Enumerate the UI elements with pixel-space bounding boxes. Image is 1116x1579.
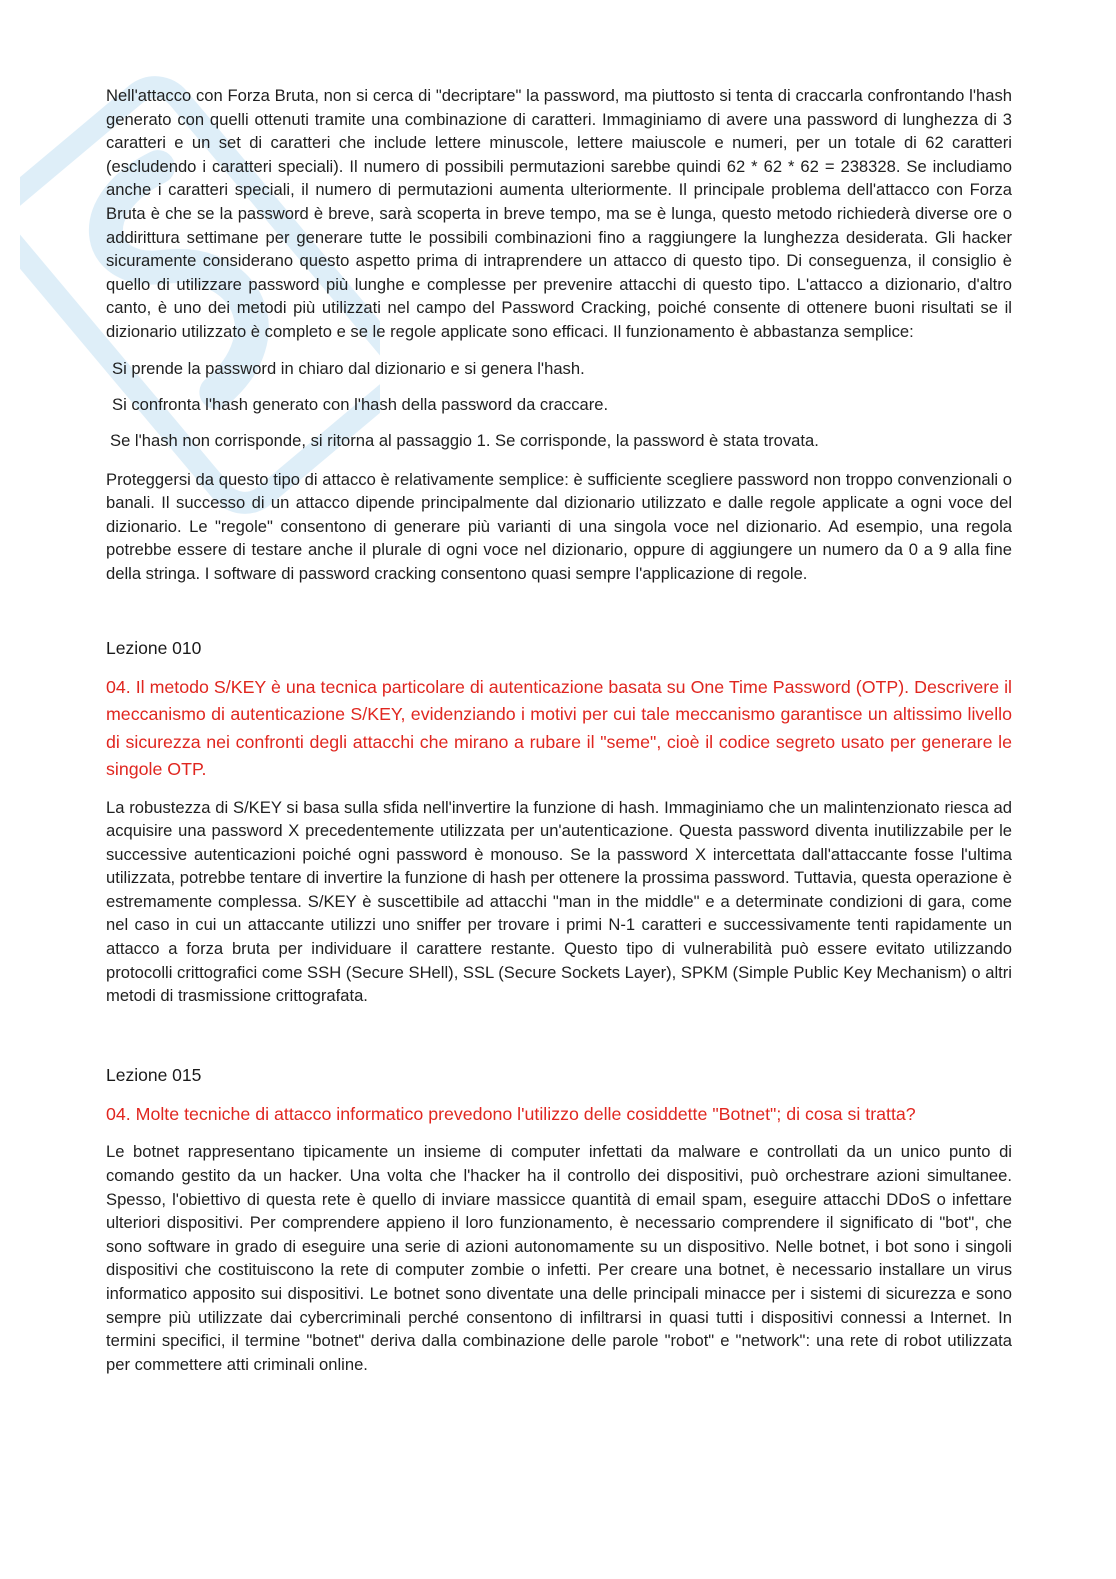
brute-force-paragraph: Nell'attacco con Forza Bruta, non si cerca di "decriptare" la password, ma piuttosto si tenta di craccarla confrontando l'hash generato con quelli ottenuti tramite una combinazione di caratteri. Immaginiamo di avere una password di lunghezza di 3 caratteri e un set di caratteri che include lettere minuscole, lettere maiuscole e numeri, per un totale di 62 caratteri (escludendo i caratteri speciali). Il numero di possibili permutazioni sarebbe quindi 62 * 62 * 62 = 238328. Se includiamo anche i caratteri speciali, il numero di permutazioni aumenta ulteriormente. Il principale problema dell'attacco con Forza Bruta è che se la password è breve, sarà scoperta in breve tempo, ma se è lunga, questo metodo richiederà diverse ore o addirittura settimane per generare tutte le possibili combinazioni fino a raggiungere la lunghezza desiderata. Gli hacker sicuramente considerano questo aspetto prima di intraprendere un attacco di questo tipo. Di conseguenza, il consiglio è quello di utilizzare password più lunghe e complesse per prevenire attacchi di questo tipo. L'attacco a dizionario, d'altro canto, è uno dei metodi più utilizzati nel campo del Password Cracking, poiché consente di ottenere buoni risultati se il dizionario utilizzato è completo e se le regole applicate sono efficaci. Il funzionamento è abbastanza semplice: [106, 86, 1012, 341]
list-item: Si confronta l'hash generato con l'hash della password da craccare. [112, 394, 609, 414]
lesson-heading: Lezione 015 [106, 1064, 202, 1085]
question-heading: 04. Il metodo S/KEY è una tecnica particolare di autenticazione basata su One Time Password (OTP). Descrivere il meccanismo di autenticazione S/KEY, evidenziando i motivi per cui tale meccanismo garantisce un altissimo livello di sicurezza nei confronti degli attacchi che mirano a rubare il "seme", cioè il codice segreto usato per generare le singole OTP. [106, 676, 1012, 779]
question-heading: 04. Molte tecniche di attacco informatico prevedono l'utilizzo delle cosiddette "Botnet"; di cosa si tratta? [106, 1103, 916, 1124]
document-content [106, 84, 1012, 1376]
skey-answer-paragraph: La robustezza di S/KEY si basa sulla sfida nell'invertire la funzione di hash. Immaginiamo che un malintenzionato riesca ad acquisire una password X precedentemente utilizzata per un'autenticazione. Questa password diventa inutilizzabile per le successive autenticazioni poiché ogni password è monouso. Se la password X intercettata dall'attaccante fosse l'ultima utilizzata, potrebbe tentare di invertire la funzione di hash per ottenere la prossima password. Tuttavia, questa operazione è estremamente complessa. S/KEY è suscettibile ad attacchi "man in the middle" e a determinate condizioni di gara, come nel caso in cui un attaccante utilizzi uno sniffer per trovare i primi N-1 caratteri e successivamente tenti rapidamente un attacco a forza bruta per individuare il carattere restante. Questo tipo di vulnerabilità può essere evitato utilizzando protocolli crittografici come SSH (Secure SHell), SSL (Secure Sockets Layer), SPKM (Simple Public Key Mechanism) o altri metodi di trasmissione crittografata. [106, 797, 1012, 1006]
list-item: Se l'hash non corrisponde, si ritorna al passaggio 1. Se corrisponde, la password è stata trovata. [110, 430, 819, 450]
list-item: Si prende la password in chiaro dal dizionario e si genera l'hash. [112, 358, 585, 378]
lesson-heading: Lezione 010 [106, 637, 202, 658]
dictionary-steps-list [106, 357, 1012, 453]
protection-paragraph: Proteggersi da questo tipo di attacco è relativamente semplice: è sufficiente scegliere password non troppo convenzionali o banali. Il successo di un attacco dipende principalmente dal dizionario utilizzato e dalle regole applicate a ogni voce del dizionario. Le "regole" consentono di generare più varianti di una singola voce nel dizionario. Ad esempio, una regola potrebbe essere di testare anche il plurale di ogni voce nel dizionario, oppure di aggiungere un numero da 0 a 9 alla fine della stringa. I software di password cracking consentono quasi sempre l'applicazione di regole. [106, 469, 1012, 583]
botnet-answer-paragraph: Le botnet rappresentano tipicamente un insieme di computer infettati da malware e controllati da un unico punto di comando gestito da un hacker. Una volta che l'hacker ha il controllo dei dispositivi, può orchestrare azioni simultanee. Spesso, l'obiettivo di questa rete è quello di inviare massicce quantità di email spam, eseguire attacchi DDoS o infettare ulteriori dispositivi. Per comprendere appieno il loro funzionamento, è necessario comprendere il significato di "bot", che sono software in grado di eseguire una serie di azioni autonomamente su un dispositivo. Nelle botnet, i bot sono i singoli dispositivi che costituiscono la rete di computer zombie o infetti. Per creare una botnet, è necessario installare un virus informatico apposito sui dispositivi. Le botnet sono diventate una delle principali minacce per i sistemi di sicurezza e sono sempre più utilizzate dai cybercriminali perché consentono di infiltrarsi in quasi tutti i dispositivi connessi a Internet. In termini specifici, il termine "botnet" deriva dalla combinazione delle parole "robot" e "network": una rete di robot utilizzata per commettere atti criminali online. [106, 1142, 1012, 1374]
